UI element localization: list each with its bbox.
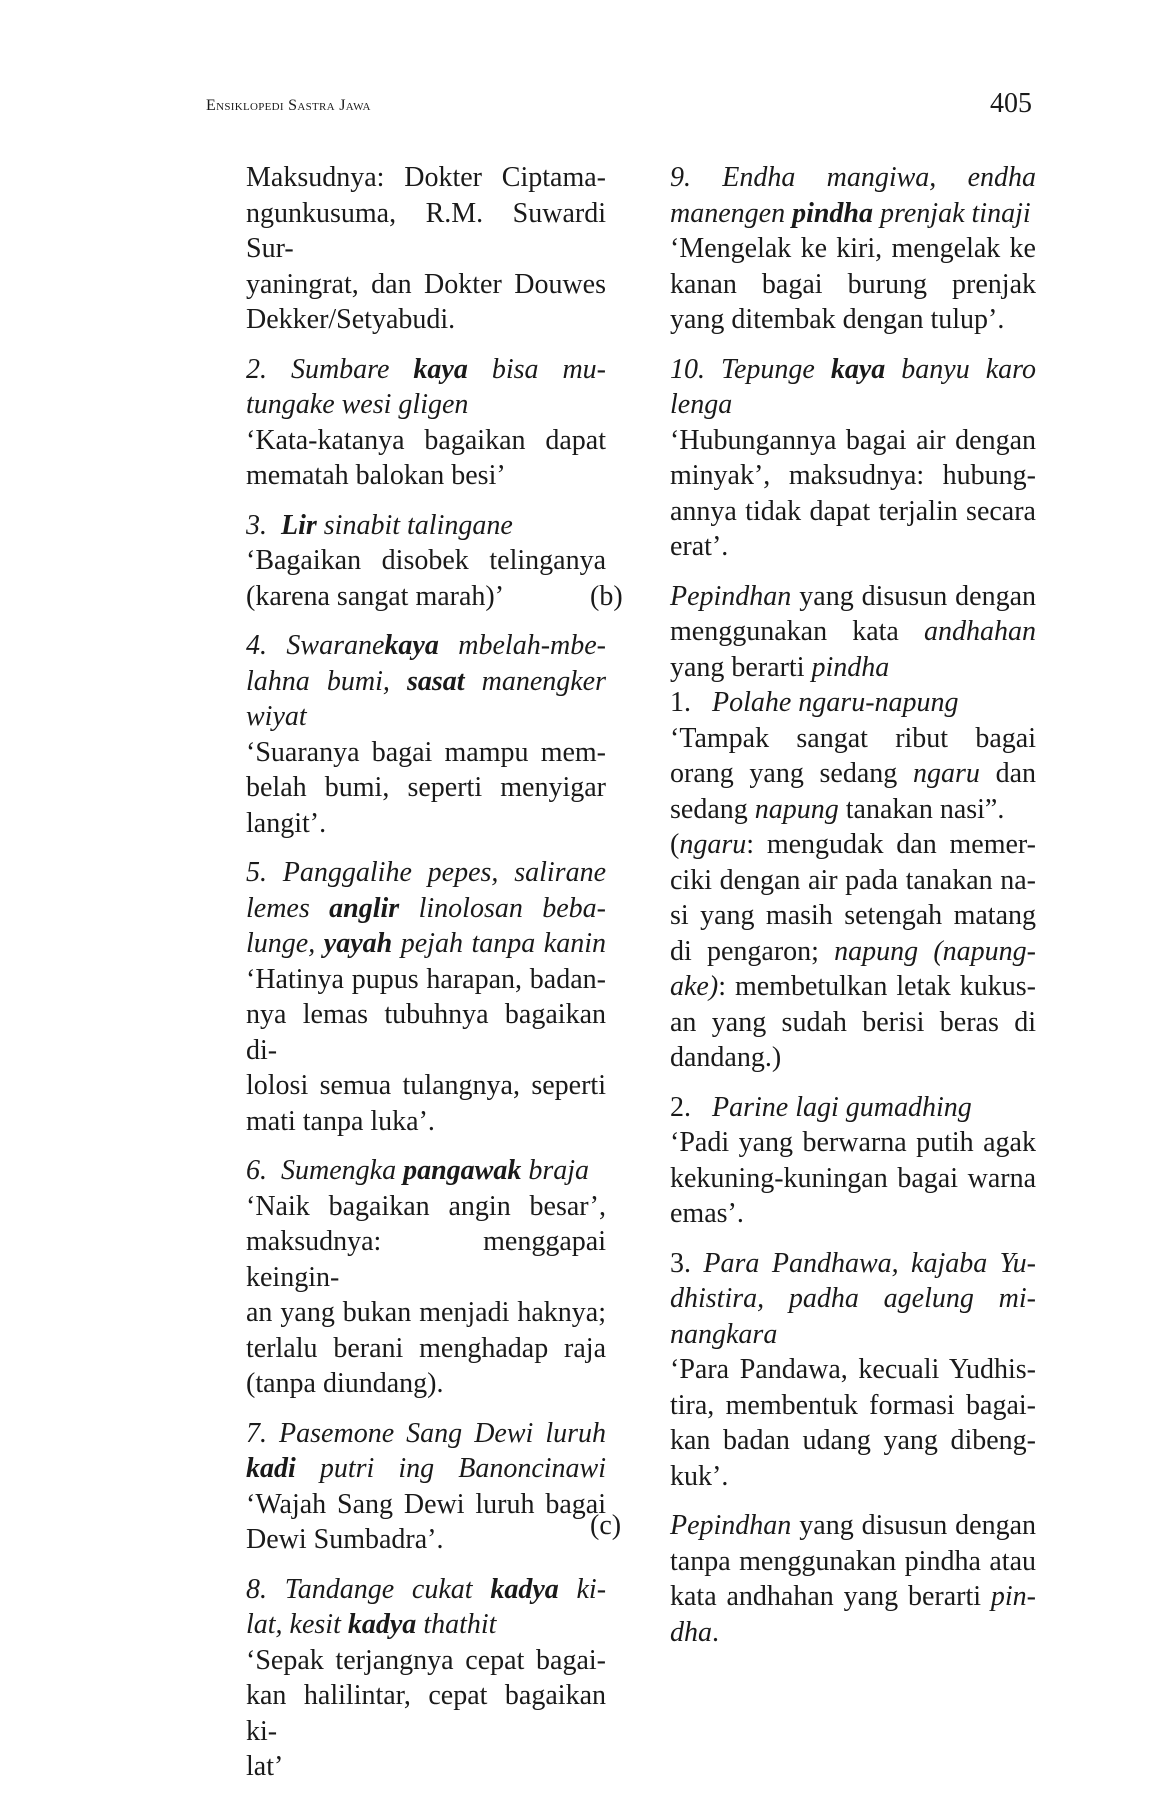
keyword: kadya — [347, 1609, 417, 1640]
keyword: pindha — [792, 197, 874, 229]
example-2 — [246, 352, 606, 494]
translation-line: lolosi semua tulangnya, seperti — [246, 1070, 606, 1101]
keyword: kaya — [413, 353, 468, 385]
example-8 — [246, 1572, 606, 1785]
translation-line: (ngaru: mengudak dan memer- — [670, 829, 1036, 860]
proverb-line: 6. Sumengka pangawak braja — [246, 1155, 590, 1186]
section-line: kata andhahan yang berarti pin- — [670, 1581, 1036, 1612]
left-column — [246, 160, 606, 1799]
text-line: Dekker/Setyabudi. — [246, 304, 456, 335]
proverb-line: 2. Sumbare kaya bisa mu- — [246, 353, 606, 385]
translation-line: ‘Tampak sangat ribut bagai — [670, 722, 1036, 754]
example-number: 2. — [670, 1091, 691, 1123]
section-label: (c) — [590, 1510, 622, 1541]
proverb-line: wiyat — [246, 701, 307, 732]
section-line: tanpa menggunakan pindha atau — [670, 1545, 1036, 1577]
translation-line: ‘Hubungannya bagai air dengan — [670, 424, 1036, 456]
example-5 — [246, 855, 606, 1139]
page-number: 405 — [990, 88, 1032, 119]
translation-line: langit’. — [246, 807, 327, 839]
translation-line: ‘Mengelak ke kiri, mengelak ke — [670, 233, 1036, 264]
keyword: sasat — [406, 665, 465, 697]
keyword: kaya — [384, 630, 439, 661]
proverb-line: 2. Parine lagi gumadhing — [670, 1091, 972, 1123]
translation-line: ake): membetulkan letak kukus- — [670, 971, 1036, 1002]
translation-line: kanan bagai burung prenjak — [670, 268, 1036, 300]
example-10 — [630, 352, 1036, 565]
proverb-line: dhistira, padha agelung mi- — [670, 1283, 1036, 1314]
proverb-line: lat, kesit kadya thathit — [246, 1609, 497, 1640]
keyword: kadi — [246, 1453, 296, 1484]
running-header-title: Ensiklopedi Sastra Jawa — [206, 97, 371, 114]
section-b-example-1 — [670, 685, 1036, 1076]
text-line: ngunkusuma, R.M. Suwardi Sur- — [246, 197, 606, 264]
proverb-line: 7. Pasemone Sang Dewi luruh — [246, 1417, 607, 1449]
proverb-line: 3. Lir sinabit talingane — [246, 509, 513, 541]
keyword: kaya — [830, 353, 886, 385]
example-9 — [630, 160, 1036, 338]
section-line: Pepindhan yang disusun dengan — [670, 580, 1037, 612]
translation-line: ‘Sepak terjangnya cepat bagai- — [246, 1644, 606, 1676]
proverb-line: lenga — [670, 389, 733, 420]
section-line: yang berarti pindha — [670, 651, 890, 683]
section-b-example-3 — [670, 1246, 1036, 1495]
translation-line: kan badan udang yang dibeng- — [670, 1425, 1036, 1456]
translation-line: ‘Hatinya pupus harapan, badan- — [246, 963, 606, 995]
intro-paragraph — [246, 160, 606, 338]
translation-line: emas’. — [670, 1198, 744, 1229]
proverb-line: lemes anglir linolosan beba- — [246, 892, 606, 924]
translation-line: ‘Para Pandawa, kecuali Yudhis- — [670, 1354, 1036, 1385]
translation-line: ‘Padi yang berwarna putih agak — [670, 1127, 1036, 1158]
translation-line: ‘Bagaikan disobek telinganya — [246, 545, 606, 576]
example-number: 3. — [246, 509, 267, 541]
translation-line: kuk’. — [670, 1460, 729, 1492]
translation-line: (karena sangat marah)’ — [246, 580, 505, 612]
translation-line: minyak’, maksudnya: hubung- — [670, 460, 1036, 491]
translation-line: ‘Naik bagaikan angin besar’, — [246, 1190, 606, 1222]
section-line: Pepindhan yang disusun dengan — [670, 1510, 1037, 1541]
right-column — [590, 160, 1037, 1664]
translation-line: sedang napung tanakan nasi”. — [670, 793, 1005, 825]
example-number: 7. — [246, 1417, 267, 1449]
translation-line: annya tidak dapat terjalin secara — [670, 495, 1036, 527]
keyword: Lir — [281, 509, 317, 541]
proverb-line: 4. Swaranekaya mbelah-mbe- — [246, 630, 607, 661]
translation-line: nya lemas tubuhnya bagaikan di- — [246, 999, 606, 1066]
translation-line: tira, membentuk formasi bagai- — [670, 1389, 1036, 1421]
section-c — [590, 1508, 1037, 1650]
translation-line: ‘Suaranya bagai mampu mem- — [246, 736, 606, 768]
section-label: (b) — [590, 580, 623, 612]
translation-line: maksudnya: menggapai keingin- — [246, 1226, 606, 1293]
translation-line: orang yang sedang ngaru dan — [670, 758, 1037, 789]
translation-line: lat’ — [246, 1751, 284, 1782]
proverb-line: 1. Polahe ngaru-napung — [670, 687, 959, 718]
proverb-line: lunge, yayah pejah tanpa kanin — [246, 928, 607, 959]
section-line: dha. — [670, 1616, 719, 1648]
translation-line: erat’. — [670, 531, 729, 562]
proverb-line: 9. Endha mangiwa, endha — [670, 162, 1036, 193]
keyword: anglir — [329, 892, 400, 924]
proverb-line: manengen pindha prenjak tinaji — [670, 197, 1031, 229]
example-6 — [246, 1153, 606, 1402]
translation-line: kekuning-kuningan bagai warna — [670, 1162, 1036, 1194]
proverb-line: kadi putri ing Banoncinawi — [246, 1453, 607, 1484]
text-line: Maksudnya: Dokter Ciptama- — [246, 162, 606, 193]
example-4 — [246, 628, 606, 841]
text-line: yaningrat, dan Dokter Douwes — [246, 268, 606, 300]
proverb-line: 3. Para Pandhawa, kajaba Yu- — [670, 1247, 1036, 1279]
example-7 — [246, 1416, 606, 1558]
translation-line: si yang masih setengah matang — [670, 900, 1036, 931]
translation-line: (tanpa diundang). — [246, 1368, 444, 1399]
example-number: 8. — [246, 1573, 267, 1605]
translation-line: yang ditembak dengan tulup’. — [670, 304, 1005, 335]
proverb-line: 10. Tepunge kaya banyu karo — [670, 353, 1037, 385]
proverb-line: nangkara — [670, 1318, 778, 1350]
example-number: 5. — [246, 857, 267, 888]
example-number: 1. — [670, 687, 691, 718]
translation-line: kan halilintar, cepat bagaikan ki- — [246, 1680, 606, 1747]
translation-line: ciki dengan air pada tanakan na- — [670, 864, 1036, 896]
translation-line: ‘Wajah Sang Dewi luruh bagai — [246, 1488, 606, 1520]
keyword: kadya — [490, 1573, 559, 1605]
section-line: menggunakan kata andhahan — [670, 616, 1037, 647]
translation-line: mati tanpa luka’. — [246, 1105, 435, 1137]
example-number: 4. — [246, 630, 267, 661]
example-3 — [246, 508, 606, 615]
translation-line: di pengaron; napung (napung- — [670, 935, 1036, 967]
section-b — [590, 579, 1037, 1495]
proverb-line: 8. Tandange cukat kadya ki- — [246, 1573, 607, 1605]
translation-line: ‘Kata-katanya bagaikan dapat — [246, 424, 606, 456]
translation-line: Dewi Sumbadra’. — [246, 1524, 444, 1555]
translation-line: mematah balokan besi’ — [246, 460, 506, 491]
translation-line: terlalu berani menghadap raja — [246, 1332, 606, 1364]
example-number: 10. — [670, 353, 705, 385]
example-number: 9. — [670, 162, 691, 193]
translation-line: belah bumi, seperti menyigar — [246, 772, 606, 803]
translation-line: an yang sudah berisi beras di — [670, 1006, 1036, 1038]
translation-line: dandang.) — [670, 1042, 782, 1073]
example-number: 2. — [246, 353, 267, 385]
example-number: 6. — [246, 1155, 267, 1186]
section-b-example-2 — [670, 1090, 1036, 1232]
proverb-line: tungake wesi gligen — [246, 389, 469, 420]
keyword: yayah — [323, 928, 393, 959]
proverb-line: 5. Panggalihe pepes, salirane — [246, 857, 607, 888]
keyword: pangawak — [403, 1155, 522, 1186]
translation-line: an yang bukan menjadi haknya; — [246, 1297, 606, 1328]
proverb-line: lahna bumi, sasat manengker — [246, 665, 606, 697]
example-number: 3. — [670, 1247, 691, 1279]
